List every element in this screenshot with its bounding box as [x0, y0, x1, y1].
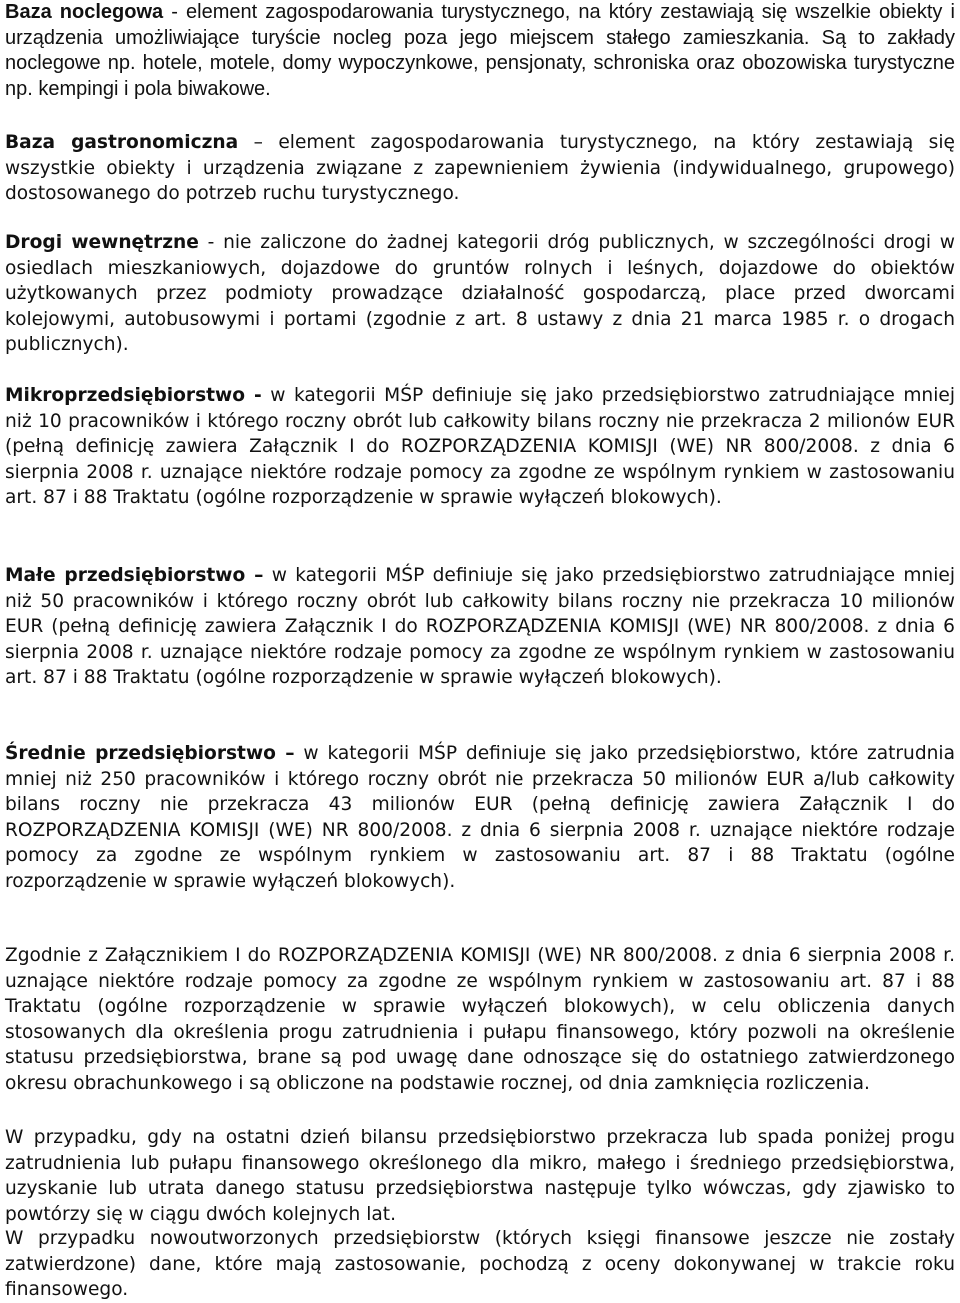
paragraph-drogi-wewnetrzne — [5, 230, 955, 358]
paragraph-baza-gastronomiczna — [5, 130, 955, 207]
term-male-przedsiebiorstwo: Małe przedsiębiorstwo – — [5, 565, 264, 586]
paragraph-baza-noclegowa — [5, 0, 955, 102]
definition-drogi-wewnetrzne: - nie zaliczone do żadnej kategorii dróg publicznych, w szczególności drogi w osiedlach mieszkaniowych, dojazdowe do gruntów rolnych i leśnych, dojazdowe do obiektów użytkowanych przez podmioty prowadzące działalność gospodarczą, place przed dworcami kolejowymi, autobusowymi i portami (zgodnie z art. 8 ustawy z dnia 21 marca 1985 r. o drogach publicznych). — [5, 232, 956, 356]
paragraph-przekroczenie-progu — [5, 1125, 955, 1227]
paragraph-srednie-przedsiebiorstwo — [5, 741, 955, 895]
term-mikroprzedsiebiorstwo: Mikroprzedsiębiorstwo - — [5, 385, 262, 406]
paragraph-nowoutworzone-text: W przypadku nowoutworzonych przedsiębiorstw (których księgi finansowe jeszcze nie zostały zatwierdzone) dane, które mają zastosowanie, pochodzą z oceny dokonywanej w trakcie roku finansowego. — [5, 1228, 955, 1301]
definition-baza-gastronomiczna: – element zagospodarowania turystycznego, na który zestawiają się wszystkie obiekty i urządzenia związane z zapewnieniem żywienia (indywidualnego, grupowego) dostosowanego do potrzeb ruchu turystycznego. — [5, 132, 955, 205]
paragraph-nowoutworzone — [5, 1226, 955, 1303]
paragraph-mikroprzedsiebiorstwo — [5, 383, 955, 511]
definition-srednie-przedsiebiorstwo: w kategorii MŚP definiuje się jako przedsiębiorstwo, które zatrudnia mniej niż 250 pracowników i którego roczny obrót nie przekracza 50 milionów EUR a/lub całkowity bilans roczny nie przekracza 43 milionów EUR (pełną definicję zawiera Załącznik I do ROZPORZĄDZENIA KOMISJI (WE) NR 800/2008. z dnia 6 sierpnia 2008 r. uznające niektóre rodzaje pomocy za zgodne ze wspólnym rynkiem w zastosowaniu art. 87 i 88 Traktatu (ogólne rozporządzenie w sprawie wyłączeń blokowych). — [5, 743, 955, 892]
term-drogi-wewnetrzne: Drogi wewnętrzne — [5, 232, 199, 253]
term-baza-gastronomiczna: Baza gastronomiczna — [5, 132, 239, 153]
paragraph-przekroczenie-progu-text: W przypadku, gdy na ostatni dzień bilansu przedsiębiorstwo przekracza lub spada poniżej progu zatrudnienia lub pułapu finansowego określonego dla mikro, małego i średniego przedsiębiorstwa, uzyskanie lub utrata danego statusu przedsiębiorstwa następuje tylko wówczas, gdy zjawisko to powtórzy się w ciągu dwóch kolejnych lat. — [5, 1127, 955, 1225]
paragraph-zalacznik — [5, 943, 955, 1097]
paragraph-male-przedsiebiorstwo — [5, 563, 955, 691]
term-baza-noclegowa: Baza noclegowa — [5, 1, 164, 23]
definition-male-przedsiebiorstwo: w kategorii MŚP definiuje się jako przedsiębiorstwo zatrudniające mniej niż 50 pracowników i którego roczny obrót lub całkowity bilans roczny nie przekracza 10 milionów EUR (pełną definicję zawiera Załącznik I do ROZPORZĄDZENIA KOMISJI (WE) NR 800/2008. z dnia 6 sierpnia 2008 r. uznające niektóre rodzaje pomocy za zgodne ze wspólnym rynkiem w zastosowaniu art. 87 i 88 Traktatu (ogólne rozporządzenie w sprawie wyłączeń blokowych). — [5, 565, 955, 689]
term-srednie-przedsiebiorstwo: Średnie przedsiębiorstwo – — [5, 743, 295, 764]
definition-mikroprzedsiebiorstwo: w kategorii MŚP definiuje się jako przedsiębiorstwo zatrudniające mniej niż 10 pracowników i którego roczny obrót lub całkowity bilans roczny nie przekracza 2 milionów EUR (pełną definicję zawiera Załącznik I do ROZPORZĄDZENIA KOMISJI (WE) NR 800/2008. z dnia 6 sierpnia 2008 r. uznające niektóre rodzaje pomocy za zgodne ze wspólnym rynkiem w zastosowaniu art. 87 i 88 Traktatu (ogólne rozporządzenie w sprawie wyłączeń blokowych). — [5, 385, 955, 509]
definition-baza-noclegowa: - element zagospodarowania turystycznego, na który zestawiają się wszelkie obiekty i urządzenia umożliwiające turyście nocleg poza jego miejscem stałego zamieszkania. Są to zakłady noclegowe np. hotele, motele, domy wypoczynkowe, pensjonaty, schroniska oraz obozowiska turystyczne np. kempingi i pola biwakowe. — [5, 1, 955, 100]
paragraph-zalacznik-text: Zgodnie z Załącznikiem I do ROZPORZĄDZENIA KOMISJI (WE) NR 800/2008. z dnia 6 sierpnia 2008 r. uznające niektóre rodzaje pomocy za zgodne ze wspólnym rynkiem w zastosowaniu art. 87 i 88 Traktatu (ogólne rozporządzenie w sprawie wyłączeń blokowych), w celu obliczenia danych stosowanych dla określenia progu zatrudnienia i pułapu finansowego, który pozwoli na określenie statusu przedsiębiorstwa, brane są pod uwagę dane odnoszące się do ostatniego zatwierdzonego okresu obrachunkowego i są obliczone na podstawie rocznej, od dnia zamknięcia rozliczenia. — [5, 945, 955, 1094]
